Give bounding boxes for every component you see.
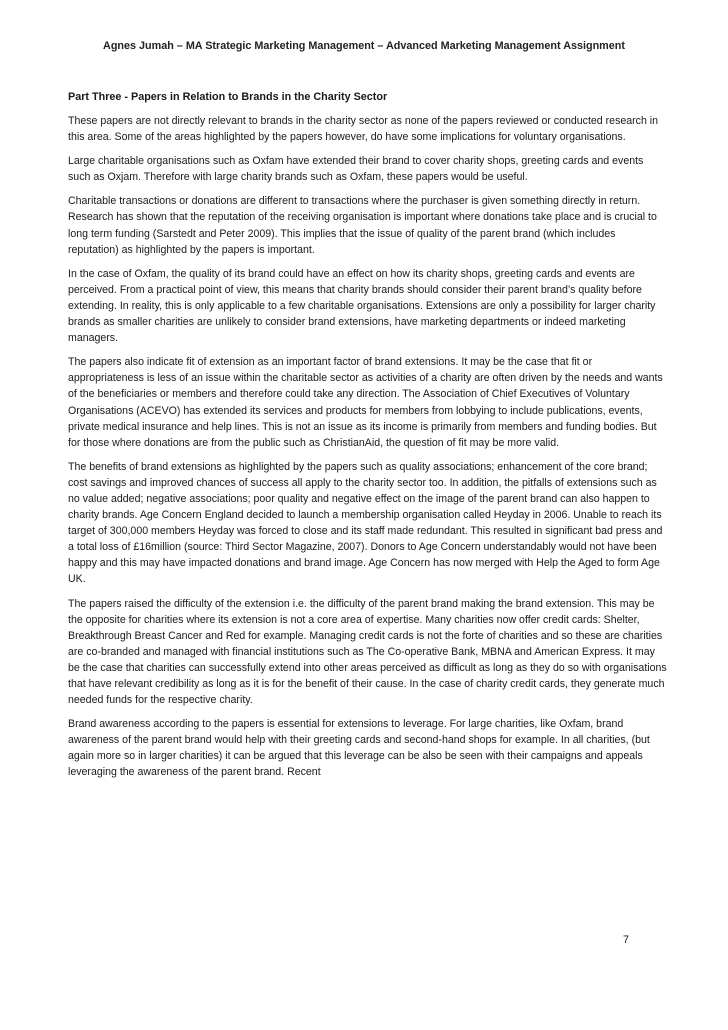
paragraph: The benefits of brand extensions as highlighted by the papers such as quality associations; enhancement of the core brand; cost savings and improved chances of success all apply to the charity sector too. In addition, the pitfalls of extensions such as no value added; negative associations; poor quality and negative effect on the image of the parent brand can also happen to charity brands. Age Concern England decided to launch a membership organisation called Heyday in 2006. Unable to reach its target of 300,000 members Heyday was forced to close and its staff made redundant. This resulted in significant bad press and a total loss of £16million (source: Third Sector Magazine, 2007). Donors to Age Concern understandably would not have been happy and this may have impacted donations and brand image. Age Concern has now merged with Help the Aged to form Age UK. xyxy=(68,460,663,586)
page-body xyxy=(68,90,668,789)
paragraph: The papers raised the difficulty of the extension i.e. the difficulty of the parent brand making the brand extension. This may be the opposite for charities where its extension is not a core area of expertise. Many charities now offer credit cards: Shelter, Breakthrough Breast Cancer and Red for example. Managing credit cards is not the forte of charities and so these are charities are co-branded and managed with financial institutions such as The Co-operative Bank, MBNA and American Express. It may be the case that charities can successfully extend into other areas perceived as difficult as long as they do so with organisations that have relevant credibility as long as it is for the benefit of their cause. In the case of charity credit cards, they generate much needed funds for the respective charity. xyxy=(68,597,667,707)
section-title: Part Three - Papers in Relation to Brands in the Charity Sector xyxy=(68,91,388,103)
paragraph: Brand awareness according to the papers is essential for extensions to leverage. For large charities, like Oxfam, brand awareness of the parent brand would help with their greeting cards and second-hand shops for example. In all charities, (but again more so in larger charities) it can be argued that this leverage can be also be seen with their campaigns and appeals leveraging the awareness of the parent brand. Recent xyxy=(68,718,650,779)
page-number: 7 xyxy=(623,934,630,946)
paragraph: Charitable transactions or donations are different to transactions where the purchaser is given something directly in return. Research has shown that the reputation of the receiving organisation is important where donations take place and is crucial to long term funding (Sarstedt and Peter 2009). This implies that the issue of quality of the parent brand (which includes reputation) as highlighted by the papers is important. xyxy=(68,195,657,256)
running-header: Agnes Jumah – MA Strategic Marketing Management – Advanced Marketing Management Assignment xyxy=(103,40,625,52)
paragraph: In the case of Oxfam, the quality of its brand could have an effect on how its charity shops, greeting cards and events are perceived. From a practical point of view, this means that charity brands should consider their parent brand’s quality before extending. In reality, this is only applicable to a few charitable organisations. Extensions are only a possibility for larger charity brands as smaller charities are unlikely to consider brand extensions, have marketing departments or indeed marketing managers. xyxy=(68,267,656,345)
paragraph: These papers are not directly relevant to brands in the charity sector as none of the papers reviewed or conducted research in this area. Some of the areas highlighted by the papers however, do have some implications for voluntary organisations. xyxy=(68,115,659,144)
paragraph: Large charitable organisations such as Oxfam have extended their brand to cover charity shops, greeting cards and events such as Oxjam. Therefore with large charity brands such as Oxfam, these papers would be useful. xyxy=(68,155,644,184)
paragraph: The papers also indicate fit of extension as an important factor of brand extensions. It may be the case that fit or appropriateness is less of an issue within the charitable sector as activities of a charity are often driven by the needs and wants of the beneficiaries or members and therefore could take any direction. The Association of Chief Executives of Voluntary Organisations (ACEVO) has extended its services and products for members from lobbying to include publications, events, private medical insurance and help lines. This is not an issue as its income is primarily from members and funding bodies. But for those where donations are from the public such as ChristianAid, the question of fit may be more valid. xyxy=(68,356,663,449)
